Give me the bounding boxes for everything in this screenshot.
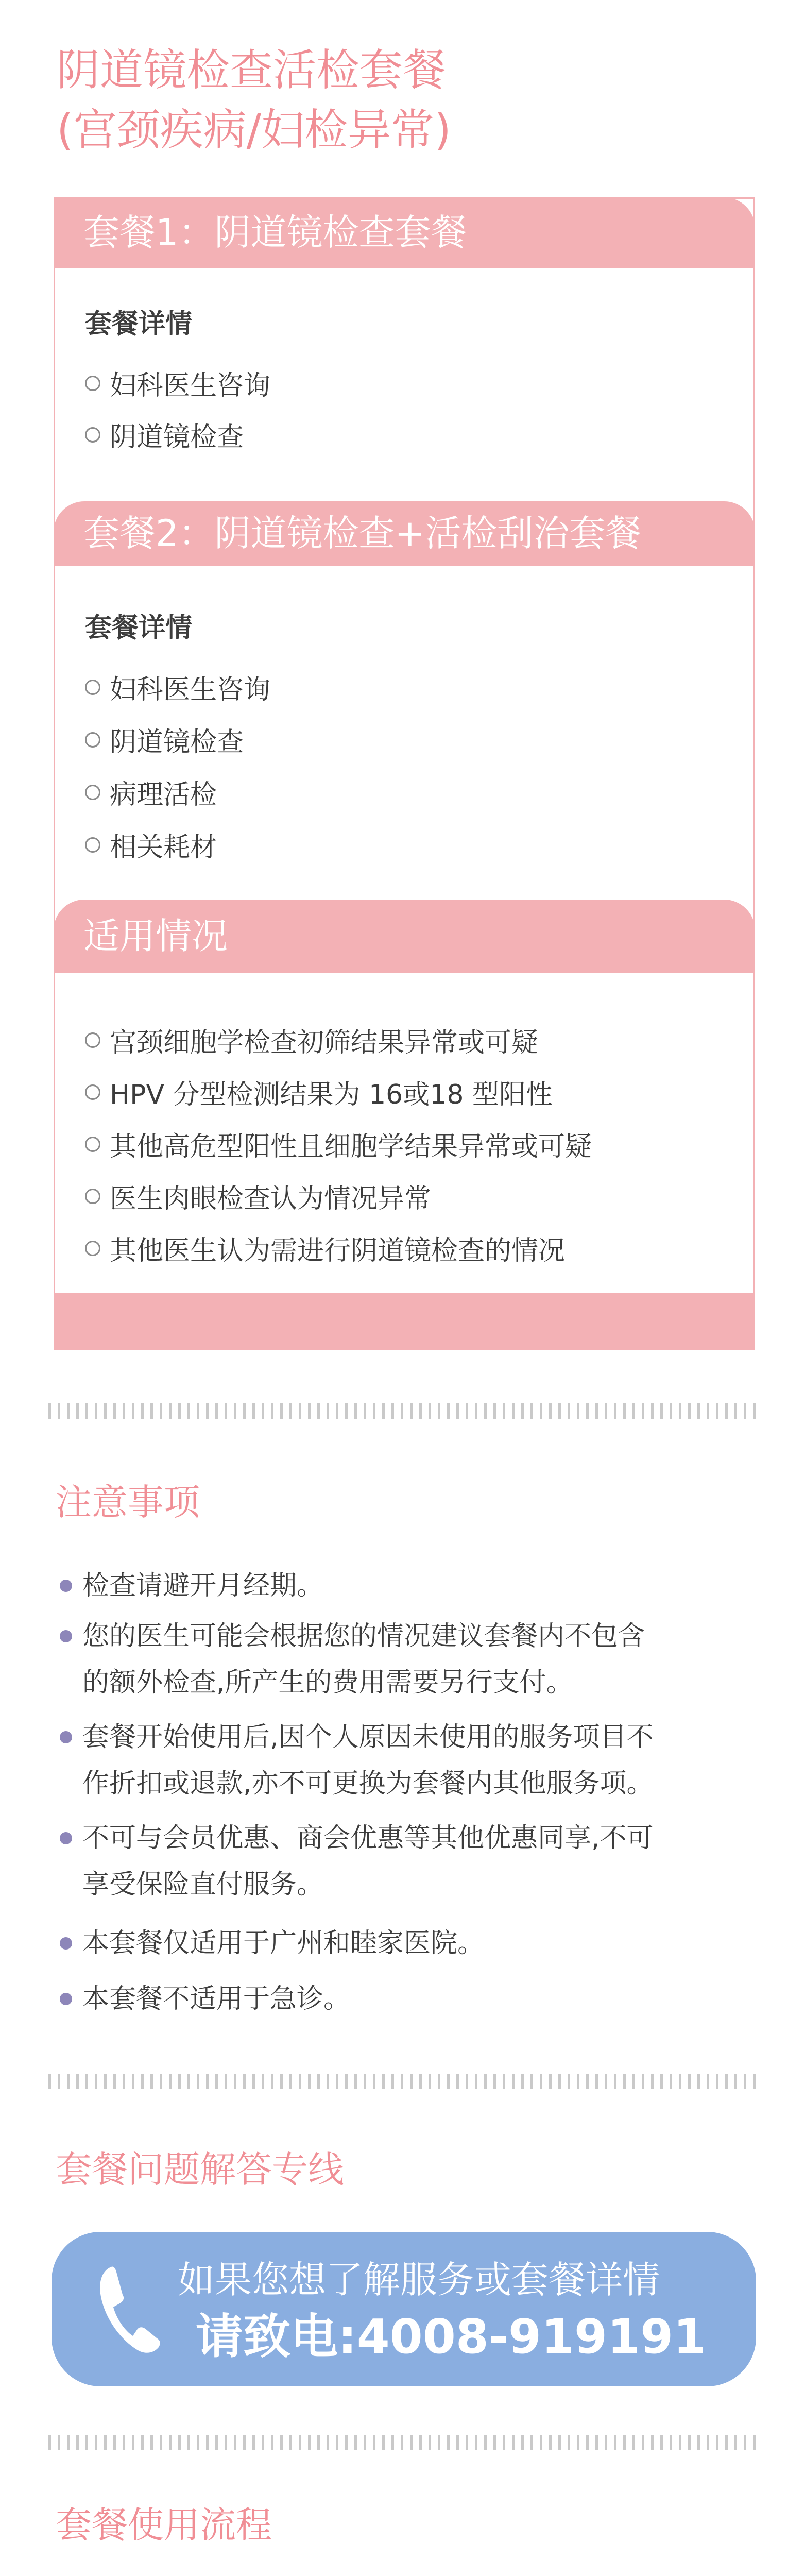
circle-bullet-icon bbox=[85, 1032, 100, 1048]
list-item: 宫颈细胞学检查初筛结果异常或可疑 bbox=[85, 1021, 538, 1059]
circle-bullet-icon bbox=[85, 376, 100, 391]
bullet-dot-icon bbox=[60, 1832, 72, 1844]
package1-details-label: 套餐详情 bbox=[85, 309, 193, 340]
bullet-dot-icon bbox=[60, 1580, 72, 1592]
card-footer-band bbox=[54, 1293, 755, 1350]
bullet-dot-icon bbox=[60, 1630, 72, 1642]
list-item: 妇科医生咨询 bbox=[85, 668, 270, 706]
flow-heading: 套餐使用流程 bbox=[56, 2504, 272, 2546]
circle-bullet-icon bbox=[85, 1189, 100, 1204]
note-item: 您的医生可能会根据您的情况建议套餐内不包含 的额外检查,所产生的费用需要另行支付。 bbox=[61, 1613, 730, 1706]
bullet-dot-icon bbox=[60, 1993, 72, 2005]
package2-details-label: 套餐详情 bbox=[85, 613, 193, 643]
dashed-divider bbox=[48, 2074, 757, 2089]
package1-header: 套餐1：阴道镜检查套餐 bbox=[54, 197, 755, 268]
dashed-divider bbox=[48, 2435, 757, 2450]
list-item: 相关耗材 bbox=[85, 825, 217, 864]
circle-bullet-icon bbox=[85, 1241, 100, 1256]
circle-bullet-icon bbox=[85, 1137, 100, 1152]
note-item: 套餐开始使用后,因个人原因未使用的服务项目不 作折扣或退款,亦不可更换为套餐内其他服务项。 bbox=[61, 1714, 730, 1807]
package2-header: 套餐2：阴道镜检查+活检刮治套餐 bbox=[54, 501, 755, 566]
phone-icon bbox=[96, 2263, 163, 2355]
package-card bbox=[54, 197, 755, 1350]
note-item: 本套餐仅适用于广州和睦家医院。 bbox=[61, 1920, 730, 1967]
hotline-banner[interactable] bbox=[52, 2232, 756, 2386]
list-item: 妇科医生咨询 bbox=[85, 364, 270, 402]
hotline-heading: 套餐问题解答专线 bbox=[56, 2148, 344, 2191]
note-item: 本套餐不适用于急诊。 bbox=[61, 1976, 730, 2022]
list-item: 其他医生认为需进行阴道镜检查的情况 bbox=[85, 1229, 565, 1267]
list-item: 其他高危型阳性且细胞学结果异常或可疑 bbox=[85, 1125, 592, 1163]
circle-bullet-icon bbox=[85, 680, 100, 695]
note-item: 检查请避开月经期。 bbox=[61, 1563, 730, 1609]
list-item: 阴道镜检查 bbox=[85, 720, 244, 759]
circle-bullet-icon bbox=[85, 1084, 100, 1100]
circle-bullet-icon bbox=[85, 427, 100, 443]
bullet-dot-icon bbox=[60, 1937, 72, 1950]
circle-bullet-icon bbox=[85, 732, 100, 748]
list-item: HPV 分型检测结果为 16或18 型阳性 bbox=[85, 1073, 553, 1111]
title-line-2: (宫颈疾病/妇检异常) bbox=[57, 105, 451, 155]
list-item: 病理活检 bbox=[85, 773, 217, 811]
circle-bullet-icon bbox=[85, 785, 100, 800]
applicable-header: 适用情况 bbox=[54, 900, 755, 973]
title-line-1: 阴道镜检查活检套餐 bbox=[57, 45, 447, 95]
dashed-divider bbox=[48, 1403, 757, 1419]
hotline-line-1: 如果您想了解服务或套餐详情 bbox=[178, 2258, 660, 2301]
bullet-dot-icon bbox=[60, 1731, 72, 1743]
list-item: 阴道镜检查 bbox=[85, 415, 244, 454]
hotline-phone-number[interactable]: 请致电:4008-919191 bbox=[196, 2309, 707, 2364]
note-item: 不可与会员优惠、商会优惠等其他优惠同享,不可 享受保险直付服务。 bbox=[61, 1815, 730, 1908]
notes-heading: 注意事项 bbox=[56, 1481, 200, 1523]
page-title bbox=[57, 40, 726, 160]
circle-bullet-icon bbox=[85, 837, 100, 853]
list-item: 医生肉眼检查认为情况异常 bbox=[85, 1177, 431, 1215]
